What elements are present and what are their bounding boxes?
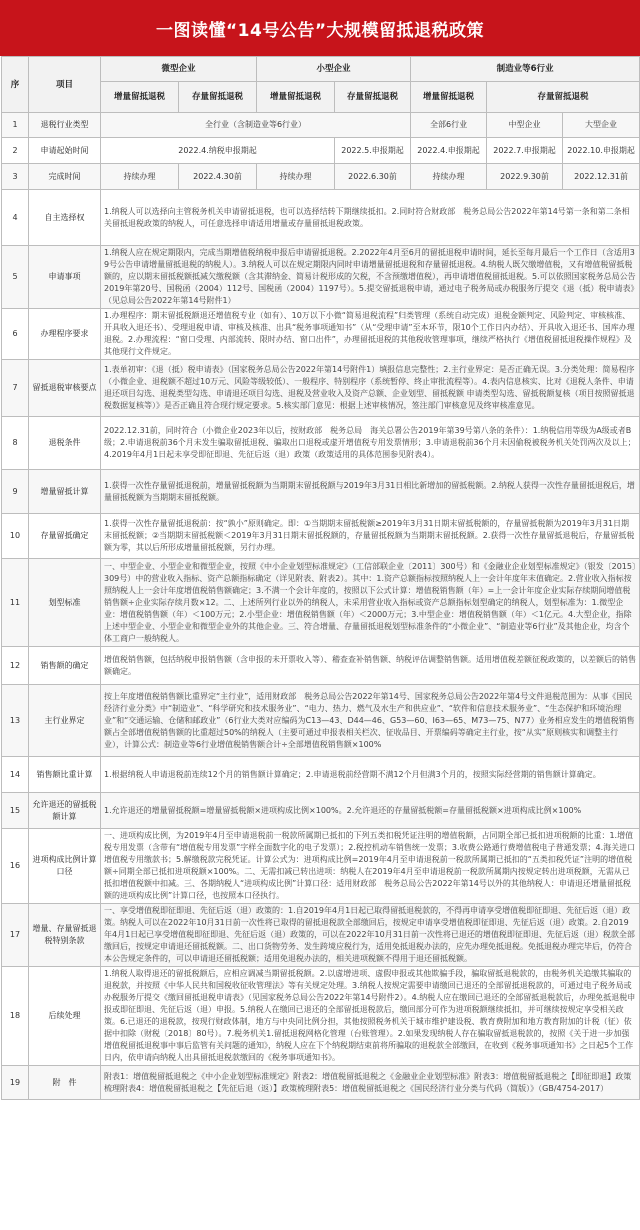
row-number: 17 bbox=[2, 904, 29, 967]
row-cell: 2022.6.30前 bbox=[335, 164, 411, 190]
table-row bbox=[2, 829, 640, 904]
table-row bbox=[2, 685, 640, 757]
row-number: 2 bbox=[2, 138, 29, 164]
table-row bbox=[2, 1066, 640, 1100]
header-mfg-increment: 增量留抵退税 bbox=[411, 82, 487, 113]
header-group-micro: 微型企业 bbox=[101, 57, 257, 82]
table-row bbox=[2, 647, 640, 685]
row-item: 办理程序要求 bbox=[29, 309, 101, 360]
row-item: 增量、存量留抵退税特别条款 bbox=[29, 904, 101, 967]
row-text: 增值税销售额，包括纳税申报销售额（含申报的未开票收入等）、稽查查补销售额、纳税评估调整销售额。适用增值税差额征税政策的，以差额后的销售额确定。 bbox=[101, 647, 640, 685]
row-text: 2022.12.31前，同时符合（小微企业2023年以后，按财政部 税务总局 海关总署公告2019年第39号第八条的条件）：1.纳税信用等级为A级或者B级；2.申请退税前36个月未发生骗取留抵退税、骗取出口退税或虚开增值税专用发票情形；3.申请退税前36个月未因偷税被税务机关处罚两次及以上；4.2019年4月1日起未享受即征即退、先征后返（退）政策（政策适用的具体范围参见附表4）。 bbox=[101, 417, 640, 470]
title-banner bbox=[0, 0, 640, 56]
row-item: 申请事项 bbox=[29, 246, 101, 309]
header-item: 项目 bbox=[29, 57, 101, 113]
row-item: 划型标准 bbox=[29, 559, 101, 647]
row-item: 后续处理 bbox=[29, 967, 101, 1066]
header-group-small: 小型企业 bbox=[257, 57, 411, 82]
table-row bbox=[2, 164, 640, 190]
row-number: 6 bbox=[2, 309, 29, 360]
row-text: 附表1：增值税留抵退税之《中小企业划型标准规定》附表2：增值税留抵退税之《金融业企业划型标准》附表3：增值税留抵退税之【即征即退】政策梳理附表4：增值税留抵退税之【先征后退（返）】政策梳理附表5：增值税留抵退税之《国民经济行业分类与代码（简版）》（GB/4754-2017） bbox=[101, 1066, 640, 1100]
row-item: 存量留抵确定 bbox=[29, 514, 101, 559]
row-number: 12 bbox=[2, 647, 29, 685]
row-cell: 2022.5.申报期起 bbox=[335, 138, 411, 164]
row-text: 一、享受增值税即征即退、先征后返（退）政策的：1.自2019年4月1日起已取得留抵退税款的，不得再申请享受增值税即征即退、先征后返（退）政策。纳税人可以在2022年10月31日前一次性将已取得的留抵退税款全部缴回后，按规定申请享受增值税即征即退、先征后返（退）政策。2.自2019年4月1日起已享受增值税即征即退、先征后返（退）政策的，可以在2022年10月31日前一次性将已退还的增值税即征即退、先征后返（退）税款全部缴回后，按规定申请退还留抵税额。二、出口货物劳务、发生跨境应税行为，适用免抵退税办法的，应先办理免抵退税。免抵退税办理完毕后，仍符合本公告规定条件的，可以申请退还留抵税额；适用免退税办法的，相关进项税额不得用于退还留抵税额。 bbox=[101, 904, 640, 967]
row-number: 4 bbox=[2, 190, 29, 246]
row-cell: 2022.12.31前 bbox=[563, 164, 640, 190]
row-number: 18 bbox=[2, 967, 29, 1066]
row-cell: 持续办理 bbox=[101, 164, 179, 190]
table-row bbox=[2, 113, 640, 138]
row-number: 3 bbox=[2, 164, 29, 190]
row-item: 完成时间 bbox=[29, 164, 101, 190]
row-text: 1.纳税人应在规定期限内，完成当期增值税纳税申报后申请留抵退税。2.2022年4月至6月的留抵退税申请时间，延长至每月最后一个工作日（含适用39号公告申请增量留抵退税的纳税人）。3.纳税人可以在规定期限内同时申请增量留抵退税和存量留抵退税。4.纳税人既欠缴增值税，又有增值税留抵税额的，应以期末留抵税额抵减欠缴税额（含其滞纳金、简易计税形成的欠税，不含预缴增值税），再申请增值税留抵退税。5.可以依照国家税务总局公告2019年第20号、国税函（2004）112号、国税函（2004）1197号）。5.提交留抵退税申请，通过电子税务局或办税服务厅提交《退（抵）税申请表》（见总局公告2022年第14号附件1） bbox=[101, 246, 640, 309]
row-text: 一、中型企业、小型企业和微型企业，按照《中小企业划型标准规定》（工信部联企业〔2011〕300号）和《金融业企业划型标准规定》（银发〔2015〕309号）中的营业收入指标、资产总额指标确定（详见附表、附表2）。其中：1.资产总额指标按照纳税人上一会计年度年末值确定。2.营业收入指标按照纳税人上一会计年度增值税销售额确定；3.不满一个会计年度的，按照以下公式计算：增值税销售额（年）=上一会计年度企业实际存续期间增值税销售额÷企业实际存续月数×12。二、上述所列行业以外的纳税人，未采用营业收入指标或资产总额指标划型确定的纳税人，划型标准为：1.微型企业：增值税销售额（年）＜100万元；2.小型企业：增值税销售额（年）＜2000万元；3.中型企业：增值税销售额（年）＜1亿元。4.大型企业，指除上述中型企业、小型企业和微型企业外的其他企业。三、符合增量、存量留抵退税划型标准条件的“小微企业”、“制造业等6行业”及其他企业，均含个体工商户一般纳税人。 bbox=[101, 559, 640, 647]
header-seq: 序 bbox=[2, 57, 29, 113]
row-number: 16 bbox=[2, 829, 29, 904]
row-item: 增量留抵计算 bbox=[29, 470, 101, 514]
page-title: 一图读懂“14号公告”大规模留抵退税政策 bbox=[155, 20, 484, 41]
row-cell: 2022.4.30前 bbox=[179, 164, 257, 190]
row-cell: 持续办理 bbox=[411, 164, 487, 190]
header-micro-stock: 存量留抵退税 bbox=[179, 82, 257, 113]
row-cell: 2022.7.申报期起 bbox=[487, 138, 563, 164]
row-text: 1.办理程序：期末留抵税额退还增值税专业（如有）、10万以下小微“简易退税流程”归类管理（系统自动完成）退税金额判定、风险判定、审核核准、开具收入退还书）、受理退税申请、审核及核准、出具“税务事项通知书”（从“受理申请”至本环节，限10个工作日内办结）、开具收入退还书、国库办理退税。2.办理流程：“窗口受理、内部流转、限时办结、窗口出件”，办理留抵退税的其他税收管理事项，继续严格执行《增值税留抵退税操作规程》及其他现行文件规定。 bbox=[101, 309, 640, 360]
row-text: 1.根据纳税人申请退税前连续12个月的销售额计算确定；2.申请退税前经营期不满12个月但满3个月的，按照实际经营期的销售额计算确定。 bbox=[101, 757, 640, 793]
row-cell: 中型企业 bbox=[487, 113, 563, 138]
row-text: 1.纳税人可以选择向主管税务机关申请留抵退税，也可以选择结转下期继续抵扣。2.同时符合财政部 税务总局公告2022年第14号第一条和第二条相关留抵退税政策的纳税人，可任意选择申请适用增量或存量留抵退税政策。 bbox=[101, 190, 640, 246]
table-row bbox=[2, 190, 640, 246]
row-number: 5 bbox=[2, 246, 29, 309]
header-small-stock: 存量留抵退税 bbox=[335, 82, 411, 113]
row-cell: 全部6行业 bbox=[411, 113, 487, 138]
row-number: 8 bbox=[2, 417, 29, 470]
row-item: 退税条件 bbox=[29, 417, 101, 470]
row-item: 留抵退税审核要点 bbox=[29, 360, 101, 417]
row-number: 19 bbox=[2, 1066, 29, 1100]
row-cell: 2022.10.申报期起 bbox=[563, 138, 640, 164]
header-group-manufacturing: 制造业等6行业 bbox=[411, 57, 640, 82]
table-row bbox=[2, 309, 640, 360]
table-row bbox=[2, 793, 640, 829]
table-row bbox=[2, 967, 640, 1066]
row-number: 7 bbox=[2, 360, 29, 417]
row-number: 1 bbox=[2, 113, 29, 138]
header-row-groups bbox=[2, 57, 640, 82]
row-number: 13 bbox=[2, 685, 29, 757]
header-small-increment: 增量留抵退税 bbox=[257, 82, 335, 113]
row-cell: 大型企业 bbox=[563, 113, 640, 138]
row-cell: 2022.9.30前 bbox=[487, 164, 563, 190]
table-row bbox=[2, 246, 640, 309]
row-item: 进项构成比例计算口径 bbox=[29, 829, 101, 904]
row-item: 主行业界定 bbox=[29, 685, 101, 757]
row-number: 14 bbox=[2, 757, 29, 793]
row-text: 1.获得一次性存量留抵退税前：按“孰小”原则确定。即：①当期期末留抵税额≥2019年3月31日期末留抵税额的，存量留抵税额为2019年3月31日期末留抵税额；②当期期末留抵税额＜2019年3月31日期末留抵税额的，存量留抵税额为当期期末留抵税额。2.获得一次性存量留抵退税后，存量留抵税额为零，其以后所形成增量留抵税额，另行办理。 bbox=[101, 514, 640, 559]
policy-table bbox=[1, 56, 640, 1100]
row-number: 9 bbox=[2, 470, 29, 514]
table-row bbox=[2, 904, 640, 967]
row-text: 1.纳税人取得退还的留抵税额后，应相应调减当期留抵税额。2.以虚增进项、虚假申报或其他欺骗手段，骗取留抵退税款的，由税务机关追缴其骗取的退税款，并按照《中华人民共和国税收征收管理法》等有关规定处理。3.纳税人按规定需要申请缴回已退还的全部留抵退税款的，可通过电子税务局或办税服务厅提交《缴回留抵退税申请表》（见国家税务总局公告2022年第14号附件2）。4.纳税人应在缴回已退还的全部留抵退税款后，办理免抵退税申报或即征即退、先征后返（退）申报。5.纳税人在缴回已退还的全部留抵退税款后，缴回部分可作为进项税额继续抵扣，并可继续按规定享受相关政策。6.已退还的退税款，按现行财政体制，地方与中央同比例分担，其他按照税务机关于城市维护建设税、教育费附加和地方教育附加的计税（征）依据中扣除（财税〔2018〕80号）。7.税务机关1.留抵退税网格化管理（台账管理）。2.如果发现纳税人存在骗取留抵退税款的，按照《关于进一步加强增值税留抵退税事中事后监管有关问题的通知》，纳税人应在下个纳税期结束前将所骗取的退税款全部缴回，在收到《税务事项通知书》之日起5个工作日内，依申请向纳税人出具留抵退税款缴回的《税务事项通知书》。 bbox=[101, 967, 640, 1066]
header-mfg-stock: 存量留抵退税 bbox=[487, 82, 640, 113]
row-text: 1.允许退还的增量留抵税额=增量留抵税额×进项构成比例×100%。2.允许退还的存量留抵税额=存量留抵税额×进项构成比例×100% bbox=[101, 793, 640, 829]
row-number: 11 bbox=[2, 559, 29, 647]
row-cell: 持续办理 bbox=[257, 164, 335, 190]
row-item: 销售额的确定 bbox=[29, 647, 101, 685]
row-text: 1.表单初审：《退（抵）税申请表》（国家税务总局公告2022年第14号附件1）填报信息完整性；2.主行业界定：是否正确无误。3.分类处理：简易程序（小微企业、退税额不超过10万元、风险等级较低）、一般程序、特别程序（系统暂停、终止审批流程等）。4.表内信息核实、比对《退税人条件、申请退还项目勾选、退税类型勾选、申请退还项目勾选、退税及营业收入及资产总额、企业划型、留抵税额 申请类型勾选、留抵税额复核（项目按照留抵退税数据复核等）》是否正确且符合现行规定要求。5.核实部门意见：根据上述审核情况，签注部门审核意见及终审核准意见。 bbox=[101, 360, 640, 417]
row-item: 允许退还的留抵税额计算 bbox=[29, 793, 101, 829]
row-item: 退税行业类型 bbox=[29, 113, 101, 138]
row-text: 按上年度增值税销售额比重界定“主行业”，适用财政部 税务总局公告2022年第14号、国家税务总局公告2022年第4号文件退税范围为：从事《国民经济行业分类》中“制造业”、“科学研究和技术服务业”、“电力、热力、燃气及水生产和供应业”、“软件和信息技术服务业”、“生态保护和环境治理业”和“交通运输、仓储和邮政业”（6行业大类对应编码为C13—43、D44—46、G53—60、I63—65、M73—75、N77）业务相应发生的增值税销售额占全部增值税销售额的比重超过50%的纳税人（主要可通过申报表相关栏次、征收品目、开票编码等确定主行业，按“从实”原则核实和调整主行业），计算公式：制造业等6行业增值税销售额合计÷全部增值税销售额×100% bbox=[101, 685, 640, 757]
table-row bbox=[2, 360, 640, 417]
table-row bbox=[2, 514, 640, 559]
table-row bbox=[2, 757, 640, 793]
table-row bbox=[2, 417, 640, 470]
header-micro-increment: 增量留抵退税 bbox=[101, 82, 179, 113]
row-item: 申请起始时间 bbox=[29, 138, 101, 164]
table-row bbox=[2, 470, 640, 514]
row-cell: 2022.4.纳税申报期起 bbox=[101, 138, 335, 164]
table-row bbox=[2, 559, 640, 647]
table-row bbox=[2, 138, 640, 164]
row-text: 一、进项构成比例，为2019年4月至申请退税前一税款所属期已抵扣的下列五类扣税凭证注明的增值税额，占同期全部已抵扣进项税额的比重：1.增值税专用发票（含带有“增值税专用发票”字样全面数字化的电子发票）；2.税控机动车销售统一发票；3.收费公路通行费增值税电子普通发票；4.海关进口增值税专用缴款书；5.解缴税款完税凭证。计算公式为：进项构成比例=2019年4月至申请退税前一税款所属期已抵扣的“五类扣税凭证”注明的增值税额÷同期全部已抵扣进项税额×100%。二、无需扣减已转出进项：纳税人在2019年4月至申请退税前一税款所属期内按规定转出进项税额，无需从已抵扣增值税额中扣减。三、各期纳税人“进项构成比例”计算口径：适用财政部 税务总局公告2022年第14号以外的其他纳税人：申请退还增量留抵税额的进项构成比例”计算口径，也按照本口径执行。 bbox=[101, 829, 640, 904]
row-cell: 全行业（含制造业等6行业） bbox=[101, 113, 411, 138]
row-number: 15 bbox=[2, 793, 29, 829]
row-cell: 2022.4.申报期起 bbox=[411, 138, 487, 164]
row-item: 附 件 bbox=[29, 1066, 101, 1100]
row-item: 自主选择权 bbox=[29, 190, 101, 246]
row-item: 销售额比重计算 bbox=[29, 757, 101, 793]
row-number: 10 bbox=[2, 514, 29, 559]
row-text: 1.获得一次性存量留抵退税前，增量留抵税额为当期期末留抵税额与2019年3月31日相比新增加的留抵税额。2.纳税人获得一次性存量留抵退税后，增量留抵税额为当期期末留抵税额。 bbox=[101, 470, 640, 514]
